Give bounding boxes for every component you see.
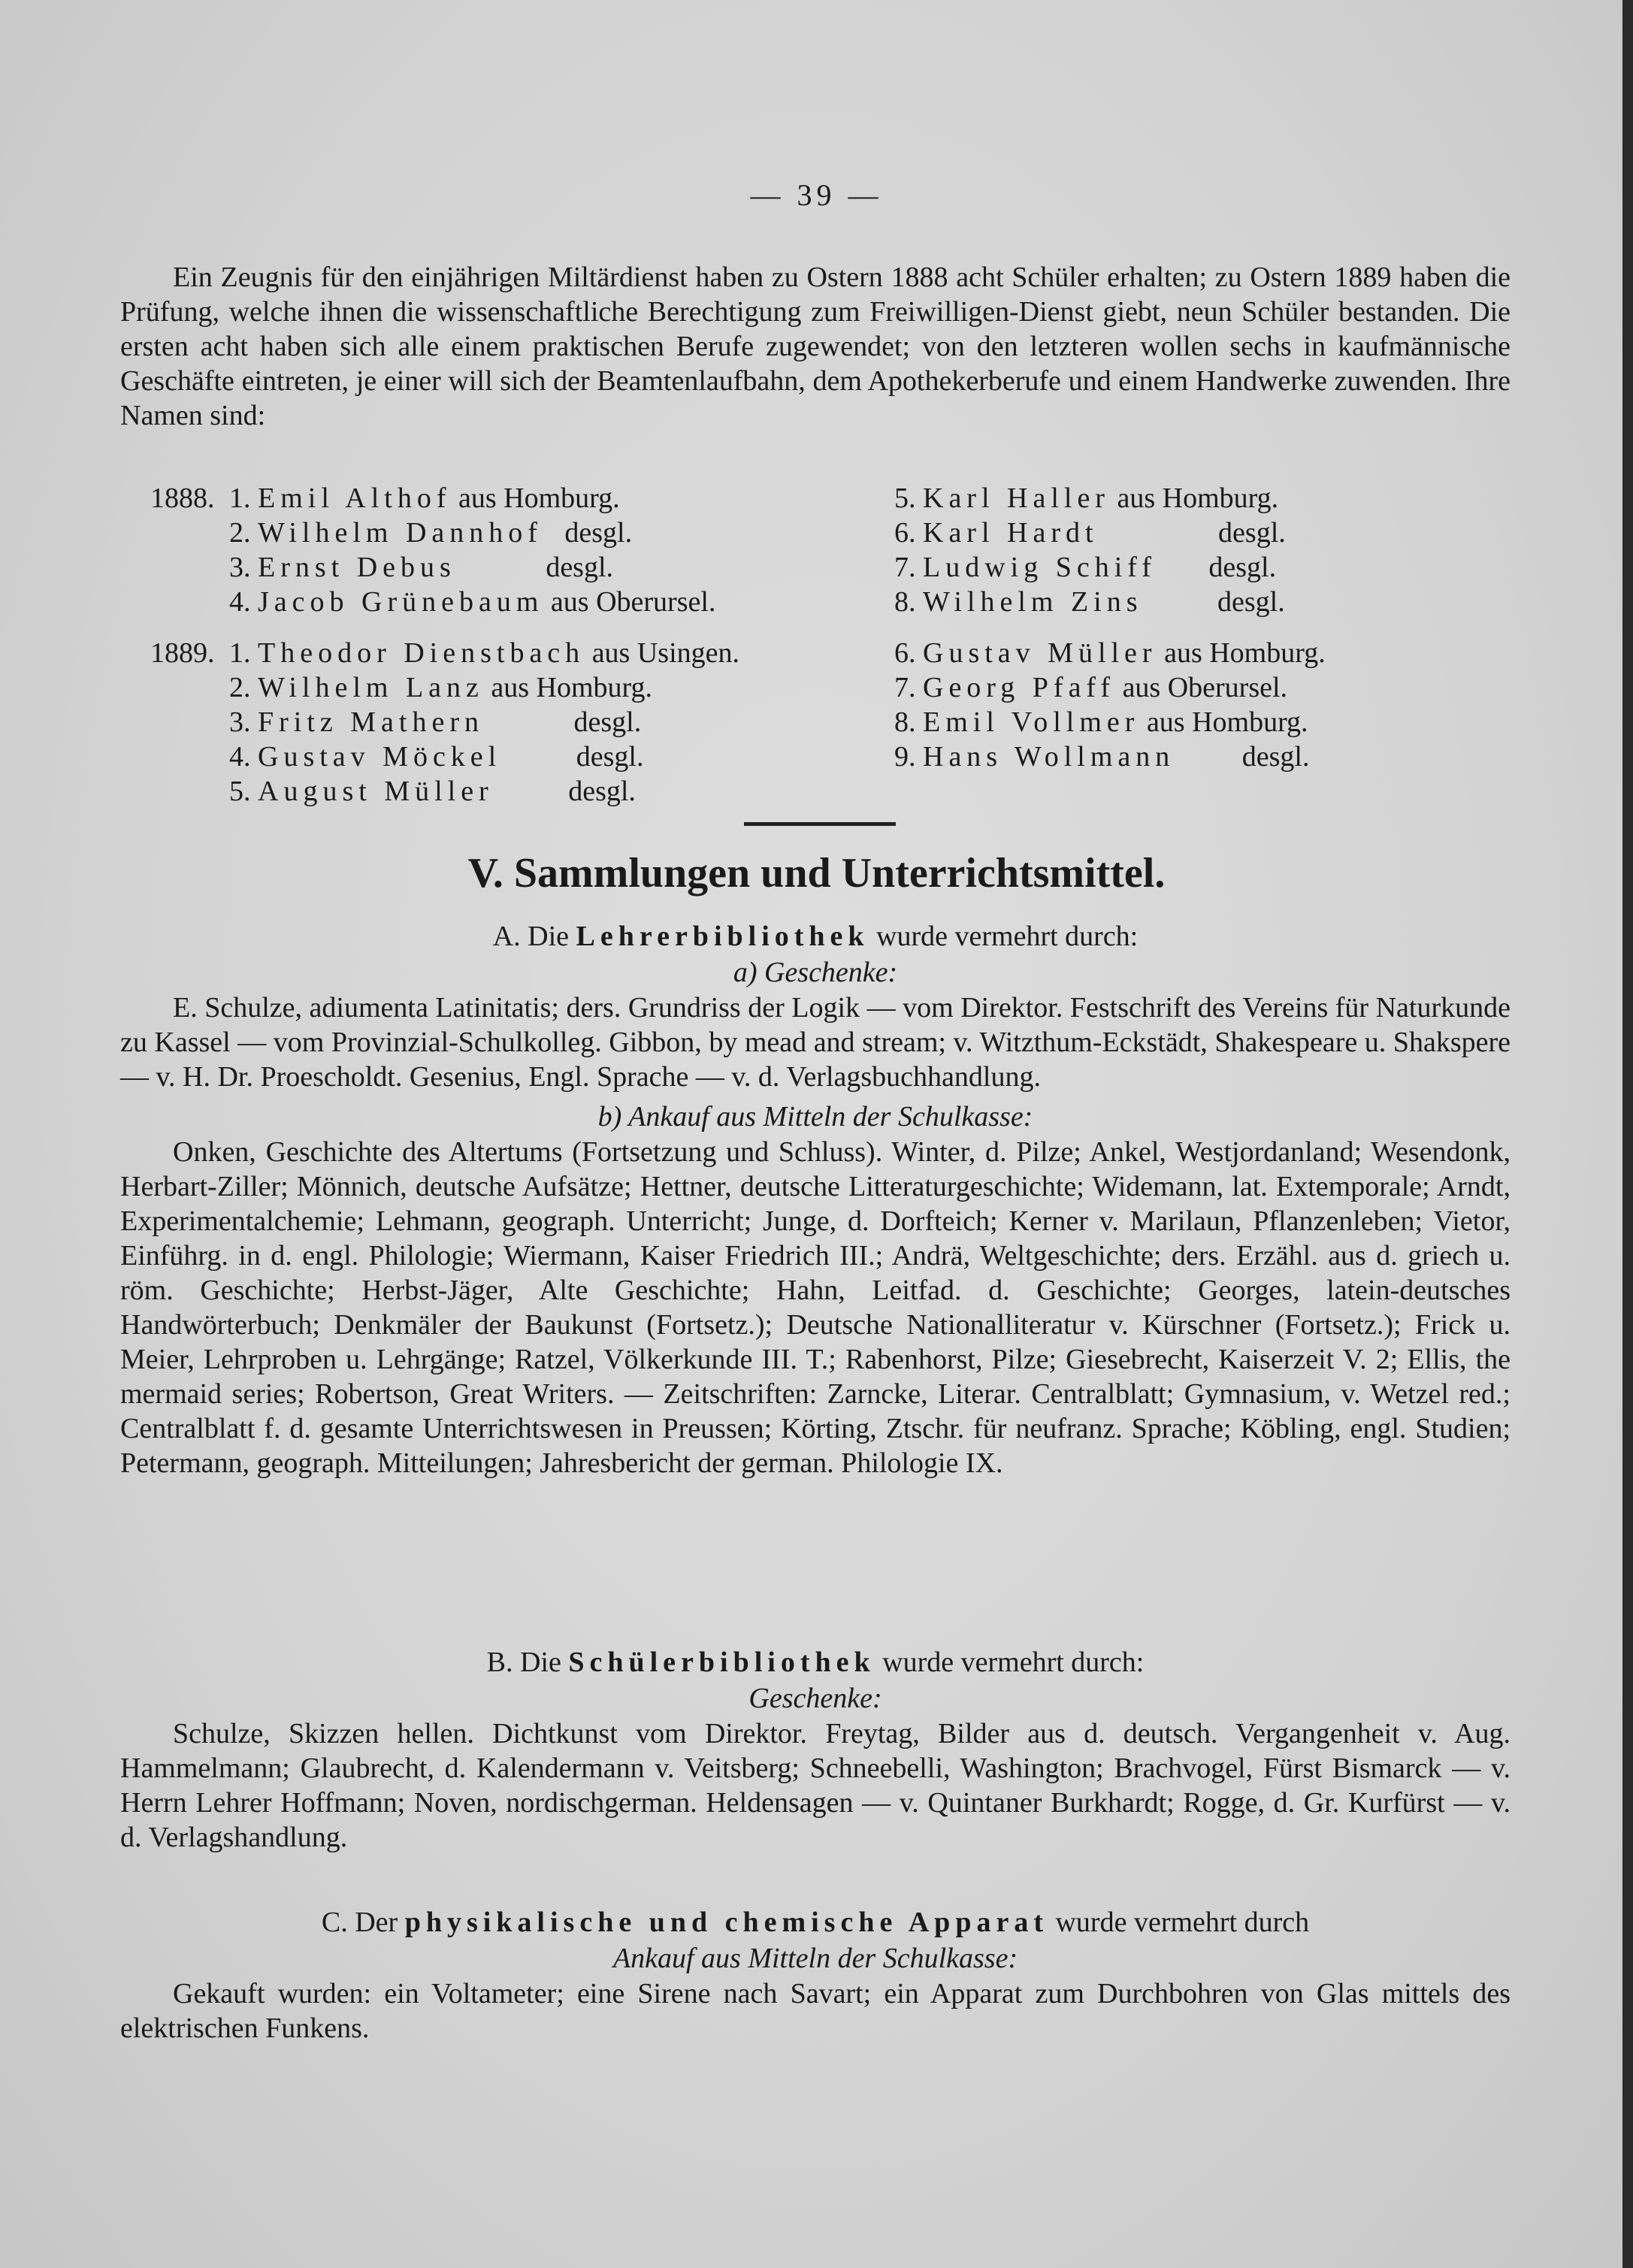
section-a-subheading-purchases: b) Ankauf aus Mitteln der Schulkasse: — [597, 1101, 1033, 1132]
section-a — [120, 918, 1511, 1480]
roster-entry: 4. Jacob Grünebaum aus Oberursel. — [229, 586, 716, 618]
section-a-heading: A. Die Lehrerbibliothek wurde vermehrt durch: — [492, 921, 1139, 952]
roster-left-column — [229, 636, 739, 809]
section-c-heading: C. Der physikalische und chemische Apparat wurde vermehrt durch — [321, 1907, 1310, 1938]
scan-edge — [1622, 0, 1633, 2268]
roster-entry: 9. Hans Wollmann desgl. — [894, 741, 1310, 773]
roster-right-column — [894, 481, 1286, 619]
section-c-text: Gekauft wurden: ein Voltameter; eine Sirene nach Savart; ein Apparat zum Durchbohren von Glas mittels des elektrischen Funkens. — [120, 1978, 1511, 2044]
roster-entry: 5. August Müller desgl. — [229, 776, 636, 807]
roster-entry: 3. Ernst Debus desgl. — [229, 552, 614, 583]
roster-right-column — [894, 636, 1326, 774]
section-c — [120, 1904, 1511, 2046]
roster-entry: 5. Karl Haller aus Homburg. — [894, 482, 1279, 514]
roster-entry: 7. Ludwig Schiff desgl. — [894, 552, 1277, 583]
roster-entry: 2. Wilhelm Lanz aus Homburg. — [229, 672, 653, 703]
section-a-subheading-gifts: a) Geschenke: — [733, 957, 898, 988]
roster-entry: 3. Fritz Mathern desgl. — [229, 706, 642, 738]
roster-entry: 6. Gustav Müller aus Homburg. — [894, 637, 1326, 669]
roster-entry: 7. Georg Pfaff aus Oberursel. — [894, 672, 1288, 703]
section-c-subheading: Ankauf aus Mitteln der Schulkasse: — [612, 1943, 1018, 1974]
roster-year: 1889. — [150, 637, 215, 669]
roster-entry: 1. Emil Althof aus Homburg. — [229, 482, 620, 514]
roster-entry: 4. Gustav Möckel desgl. — [229, 741, 644, 773]
section-a-gifts: E. Schulze, adiumenta Latinitatis; ders. Grundriss der Logik — vom Direktor. Festschrift des Vereins für Naturkunde zu Kassel — vom Provinzial-Schulkolleg. Gibbon, by mead and stream; v. Witzthum-Eckstädt, Shakespeare u. Shakspere — v. H. Dr. Proescholdt. Gesenius, Engl. Sprache — v. d. Verlagsbuchhandlung. — [120, 992, 1511, 1093]
section-b-subheading: Geschenke: — [748, 1683, 882, 1714]
roster-year: 1888. — [150, 482, 215, 514]
intro-block — [120, 260, 1511, 433]
roster-entry: 1. Theodor Dienstbach aus Usingen. — [229, 637, 739, 669]
roster-entry: 8. Wilhelm Zins desgl. — [894, 586, 1285, 618]
page-number: — 39 — — [750, 178, 883, 212]
section-b-heading: B. Die Schülerbibliothek wurde vermehrt durch: — [486, 1647, 1145, 1678]
section-title: V. Sammlungen und Unterrichtsmittel. — [467, 850, 1166, 897]
roster-entry: 6. Karl Hardt desgl. — [894, 517, 1286, 549]
section-b-gifts: Schulze, Skizzen hellen. Dichtkunst vom Direktor. Freytag, Bilder aus d. deutsch. Vergangenheit v. Aug. Hammelmann; Glaubrecht, d. Kalendermann v. Veitsberg; Schneebelli, Washington; Brachvogel, Fürst Bismarck — v. Herrn Lehrer Hoffmann; Noven, nordischgerman. Heldensagen — v. Quintaner Burkhardt; Rogge, d. Gr. Kurfürst — v. d. Verlagshandlung. — [120, 1718, 1511, 1853]
roster-entry: 8. Emil Vollmer aus Homburg. — [894, 706, 1308, 738]
roster-entry: 2. Wilhelm Dannhof desgl. — [229, 517, 633, 549]
section-a-purchases: Onken, Geschichte des Altertums (Fortsetzung und Schluss). Winter, d. Pilze; Ankel, Westjordanland; Wesendonk, Herbart-Ziller; Mönnich, deutsche Aufsätze; Hettner, deutsche Litteraturgeschichte; Widemann, lat. Extemporale; Arndt, Experimentalchemie; Lehmann, geograph. Unterricht; Junge, d. Dorfteich; Kerner v. Marilaun, Pflanzenleben; Vietor, Einführg. in d. engl. Philologie; Wiermann, Kaiser Friedrich III.; Andrä, Weltgeschichte; ders. Erzähl. aus d. griech u. röm. Geschichte; Herbst-Jäger, Alte Geschichte; Hahn, Leitfad. d. Geschichte; Georges, latein-deutsches Handwörterbuch; Denkmäler der Baukunst (Fortsetz.); Deutsche Nationalliteratur v. Kürschner (Fortsetz.); Frick u. Meier, Lehrproben u. Lehrgänge; Ratzel, Völkerkunde III. T.; Rabenhorst, Pilze; Giesebrecht, Kaiserzeit V. 2; Ellis, the mermaid series; Robertson, Great Writers. — Zeitschriften: Zarncke, Literar. Centralblatt; Gymnasium, v. Wetzel red.; Centralblatt f. d. gesamte Unterrichtswesen in Preussen; Körting, Ztschr. für neufranz. Sprache; Köbling, engl. Studien; Petermann, geograph. Mitteilungen; Jahresbericht der german. Philologie IX. — [120, 1136, 1511, 1479]
section-divider — [744, 822, 896, 826]
intro-paragraph: Ein Zeugnis für den einjährigen Miltärdienst haben zu Ostern 1888 acht Schüler erhalten; zu Ostern 1889 haben die Prüfung, welche ihnen die wissenschaftliche Berechtigung zum Freiwilligen-Dienst giebt, neun Schüler bestanden. Die ersten acht haben sich alle einem praktischen Berufe zugewendet; von den letzteren wollen sechs in kaufmännische Geschäfte eintreten, je einer will sich der Beamtenlaufbahn, dem Apothekerberufe und einem Handwerke zuwenden. Ihre Namen sind: — [120, 262, 1511, 431]
section-b — [120, 1644, 1511, 1855]
roster-left-column — [229, 481, 715, 619]
